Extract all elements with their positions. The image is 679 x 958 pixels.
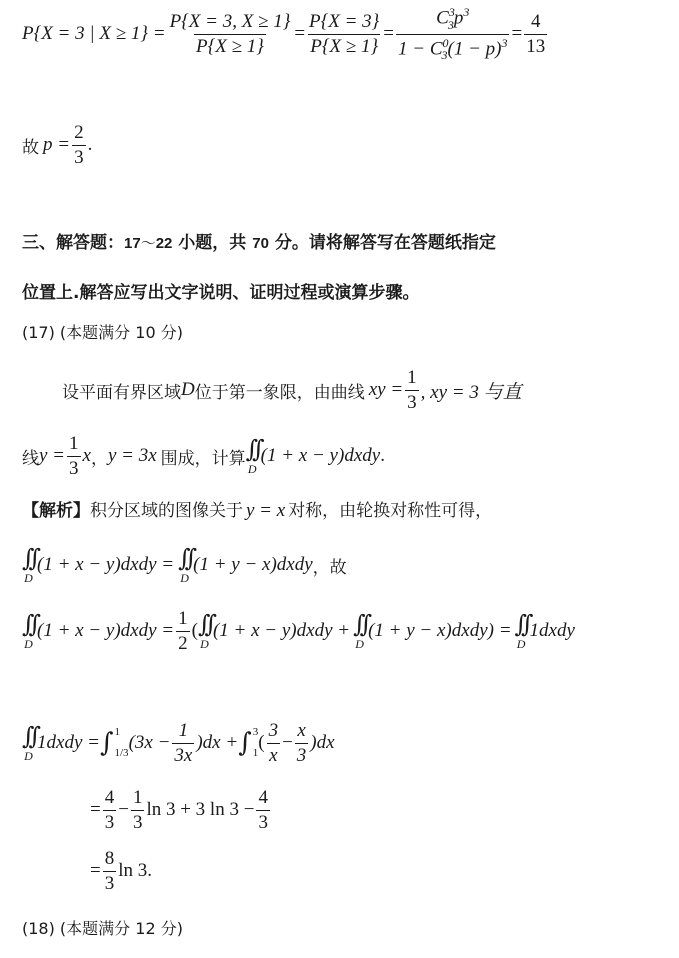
fraction: $\frac{1}{2}$ — [178, 607, 188, 654]
gu-text: 故 — [22, 137, 39, 158]
fraction: $\frac{x}{3}$ — [296, 719, 307, 766]
double-integral-icon: ∫∫ D — [197, 610, 211, 651]
solution-eq2: ∫∫ D (1 + x − y)dxdy = $\frac{1}{2}$ ( ∫∫ D (1 + x − y)dxdy + ∫∫ D (1 + y − x)dxdy) = ∫∫ D 1dxdy — [22, 607, 575, 654]
fraction: $\frac{4}{3}$ — [104, 786, 115, 833]
fraction: $\frac{1}{3x}$ — [174, 719, 193, 766]
solution-intro: 【解析】积分区域的图像关于 y = x 对称，由轮换对称性可得， — [22, 500, 493, 521]
fraction: $\frac{4}{3}$ — [258, 786, 268, 833]
double-integral-icon: ∫∫ D — [353, 610, 367, 651]
question-header: (17) (本题满分 10 分) — [22, 323, 183, 342]
period: . — [87, 134, 93, 155]
solution-eq1: ∫∫ D (1 + x − y)dxdy = ∫∫ D (1 + y − x)dxdy ，故 — [22, 544, 347, 585]
fraction: $\frac{1}{3}$ — [69, 432, 79, 479]
equals: = — [383, 23, 394, 44]
integral-icon: ∫ 3 1 — [238, 726, 259, 759]
fraction: $\frac{3}{x}$ — [268, 719, 279, 766]
double-integral-icon: ∫∫ D — [245, 435, 259, 476]
question-header: (18) (本题满分 12 分) — [22, 919, 183, 938]
fraction: $\frac{2}{3}$ — [74, 121, 84, 168]
p-var: p = — [43, 134, 71, 155]
fraction: $\frac{P\{X = 3\}}{P\{X \ge 1\}}$ — [309, 10, 380, 57]
section-heading: 三、解答题：17～22 小题，共 70 分。请将解答写在答题纸指定 — [22, 233, 496, 253]
fraction: $\frac{4}{13}$ — [526, 10, 546, 57]
fraction: $\frac{1}{3}$ — [407, 366, 417, 413]
eq-lhs: P{X = 3 | X ≥ 1} = — [22, 23, 166, 44]
double-integral-icon: ∫∫ D — [22, 544, 36, 585]
fraction: $\frac{C^3_3p^3}{1 - C^0_3(1 - p)^3}$ — [398, 5, 508, 62]
question-text-line1: 设平面有界区域 D 位于第一象限，由曲线 xy = $\frac{1}{3}$ , xy = 3 与直 — [62, 366, 522, 413]
solution-eq3: ∫∫ D 1dxdy = ∫ 1 1/3 (3x − $\frac{1}{3x}$ )dx + ∫ 3 1 ( $\frac{3}{x}$ − $\frac{x}{3}$ )dx — [22, 719, 335, 766]
solution-tag: 【解析】 — [22, 501, 90, 521]
double-integral-icon: ∫∫ D — [514, 610, 528, 651]
double-integral-icon: ∫∫ D — [178, 544, 192, 585]
integral-icon: ∫ 1 1/3 — [99, 726, 129, 759]
fraction: $\frac{8}{3}$ — [104, 847, 115, 894]
solution-eq4: = $\frac{4}{3}$ − $\frac{1}{3}$ ln 3 + 3 ln 3 − $\frac{4}{3}$ — [90, 786, 268, 833]
fraction: $\frac{P\{X = 3, X \ge 1\}}{P\{X \ge 1\}}$ — [169, 10, 291, 57]
solution-eq5: = $\frac{8}{3}$ ln 3. — [90, 847, 152, 894]
probability-equation — [22, 4, 549, 64]
double-integral-icon: ∫∫ D — [22, 722, 36, 763]
double-integral-icon: ∫∫ D — [22, 610, 36, 651]
equals: = — [511, 23, 523, 44]
conclusion-line — [22, 118, 92, 172]
section-heading-line2: 位置上.解答应写出文字说明、证明过程或演算步骤。 — [22, 283, 420, 303]
equals: = — [294, 23, 306, 44]
fraction: $\frac{1}{3}$ — [132, 786, 143, 833]
question-text-line2: 线 y = $\frac{1}{3}$ x ， y = 3x 围成，计算 ∫∫ D (1 + x − y)dxdy . — [22, 432, 385, 479]
